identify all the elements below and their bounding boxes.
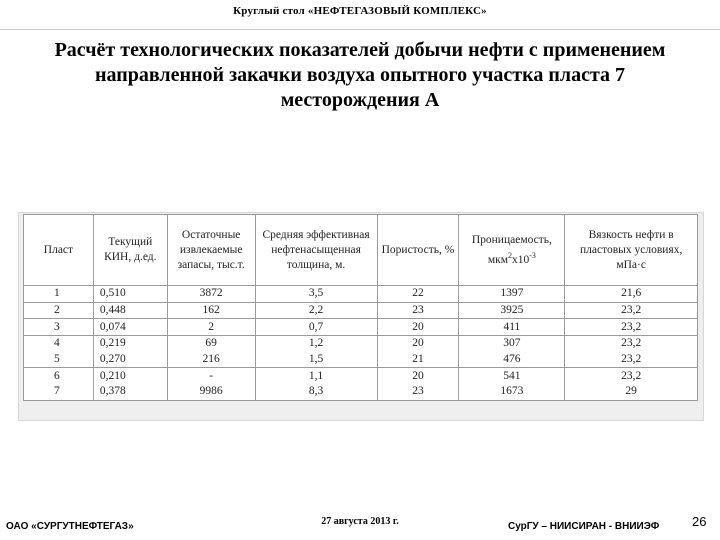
cell-porosity: 20 bbox=[377, 336, 459, 352]
col-header-reserves: Остаточные извлекаемые запасы, тыс.т. bbox=[167, 215, 255, 286]
table-row bbox=[24, 384, 698, 400]
cell-reserves: 3872 bbox=[167, 286, 255, 303]
cell-porosity: 23 bbox=[377, 384, 459, 400]
cell-plast: 6 bbox=[24, 368, 94, 384]
footer-institutes: СурГУ – НИИСИРАН - ВНИИЭФ bbox=[508, 521, 660, 532]
cell-reserves: 9986 bbox=[167, 384, 255, 400]
cell-reserves: 162 bbox=[167, 302, 255, 319]
cell-thickness: 8,3 bbox=[255, 384, 377, 400]
perm-exp-2: -3 bbox=[529, 250, 536, 260]
col-header-thickness: Средняя эффективная нефтенасыщенная толщина, м. bbox=[255, 215, 377, 286]
table-row bbox=[24, 302, 698, 319]
title-line-2: направленной закачки воздуха опытного участка пласта 7 bbox=[94, 64, 626, 86]
cell-viscosity: 23,2 bbox=[565, 352, 698, 368]
cell-kin: 0,210 bbox=[93, 368, 167, 384]
cell-permeability: 1397 bbox=[459, 286, 565, 303]
cell-viscosity: 21,6 bbox=[565, 286, 698, 303]
table-row bbox=[24, 352, 698, 368]
cell-permeability: 3925 bbox=[459, 302, 565, 319]
cell-plast: 1 bbox=[24, 286, 94, 303]
cell-permeability: 476 bbox=[459, 352, 565, 368]
cell-viscosity: 23,2 bbox=[565, 368, 698, 384]
table-row bbox=[24, 368, 698, 384]
perm-mult: х10 bbox=[511, 253, 530, 266]
header-divider bbox=[0, 29, 720, 30]
title-line-1: Расчёт технологических показателей добычи нефти с применением bbox=[54, 39, 666, 61]
perm-exp-1: 2 bbox=[507, 250, 512, 260]
cell-reserves: - bbox=[167, 368, 255, 384]
cell-viscosity: 23,2 bbox=[565, 336, 698, 352]
cell-permeability: 1673 bbox=[459, 384, 565, 400]
col-header-plast: Пласт bbox=[24, 215, 94, 286]
page-number: 26 bbox=[692, 514, 707, 529]
cell-porosity: 20 bbox=[377, 368, 459, 384]
cell-porosity: 23 bbox=[377, 302, 459, 319]
cell-permeability: 541 bbox=[459, 368, 565, 384]
cell-reserves: 2 bbox=[167, 319, 255, 336]
reservoir-table bbox=[23, 214, 698, 401]
cell-kin: 0,378 bbox=[93, 384, 167, 400]
cell-kin: 0,510 bbox=[93, 286, 167, 303]
cell-permeability: 411 bbox=[459, 319, 565, 336]
cell-viscosity: 23,2 bbox=[565, 302, 698, 319]
cell-plast: 3 bbox=[24, 319, 94, 336]
footer-date: 27 августа 2013 г. bbox=[321, 516, 399, 527]
cell-reserves: 216 bbox=[167, 352, 255, 368]
slide-title bbox=[20, 38, 700, 113]
table-header-row bbox=[24, 215, 698, 286]
cell-thickness: 1,1 bbox=[255, 368, 377, 384]
cell-thickness: 1,2 bbox=[255, 336, 377, 352]
cell-viscosity: 23,2 bbox=[565, 319, 698, 336]
perm-label: Проницаемость, мкм bbox=[471, 233, 552, 266]
table-row bbox=[24, 336, 698, 352]
cell-kin: 0,448 bbox=[93, 302, 167, 319]
footer-company: ОАО «СУРГУТНЕФТЕГАЗ» bbox=[6, 521, 134, 532]
cell-viscosity: 29 bbox=[565, 384, 698, 400]
cell-kin: 0,219 bbox=[93, 336, 167, 352]
table-row bbox=[24, 286, 698, 303]
col-header-porosity: Пористость, % bbox=[377, 215, 459, 286]
col-header-permeability bbox=[459, 215, 565, 286]
col-header-kin: Текущий КИН, д.ед. bbox=[93, 215, 167, 286]
round-table-caption: Круглый стол «НЕФТЕГАЗОВЫЙ КОМПЛЕКС» bbox=[233, 5, 487, 17]
cell-plast: 2 bbox=[24, 302, 94, 319]
cell-thickness: 3,5 bbox=[255, 286, 377, 303]
cell-plast: 4 bbox=[24, 336, 94, 352]
cell-porosity: 20 bbox=[377, 319, 459, 336]
cell-kin: 0,074 bbox=[93, 319, 167, 336]
cell-plast: 7 bbox=[24, 384, 94, 400]
table-row bbox=[24, 319, 698, 336]
col-header-viscosity: Вязкость нефти в пластовых условиях, мПа·с bbox=[565, 215, 698, 286]
cell-kin: 0,270 bbox=[93, 352, 167, 368]
cell-thickness: 0,7 bbox=[255, 319, 377, 336]
cell-porosity: 22 bbox=[377, 286, 459, 303]
title-line-3: месторождения А bbox=[280, 89, 440, 111]
cell-plast: 5 bbox=[24, 352, 94, 368]
cell-porosity: 21 bbox=[377, 352, 459, 368]
cell-permeability: 307 bbox=[459, 336, 565, 352]
cell-reserves: 69 bbox=[167, 336, 255, 352]
cell-thickness: 2,2 bbox=[255, 302, 377, 319]
cell-thickness: 1,5 bbox=[255, 352, 377, 368]
